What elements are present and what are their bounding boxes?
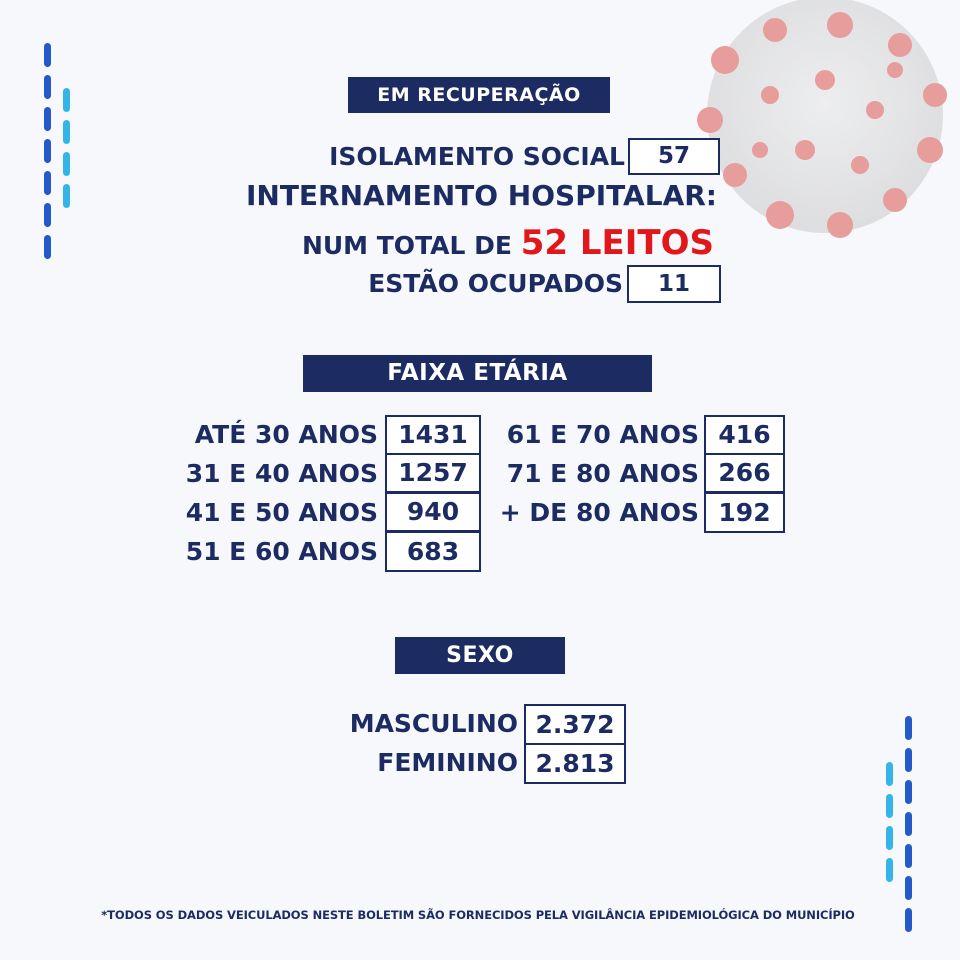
isolation-label: ISOLAMENTO SOCIAL (329, 142, 625, 171)
occupied-value: 11 (627, 265, 721, 303)
age-label-61-70: 61 E 70 ANOS (506, 420, 699, 449)
age-value-41-50: 940 (385, 492, 481, 532)
age-value-61-70: 416 (704, 415, 785, 455)
occupied-label: ESTÃO OCUPADOS (368, 269, 623, 298)
male-value: 2.372 (524, 704, 626, 745)
female-label: FEMININO (377, 748, 518, 777)
age-value-51-60: 683 (385, 531, 481, 572)
sex-header: SEXO (395, 637, 565, 674)
recovery-header: EM RECUPERAÇÃO (348, 77, 610, 113)
total-prefix: NUM TOTAL DE (301, 231, 512, 260)
footer-disclaimer: *TODOS OS DADOS VEICULADOS NESTE BOLETIM SÃO FORNECIDOS PELA VIGILÂNCIA EPIDEMIOLÓGICA DO MUNICÍPIO (101, 908, 855, 922)
age-label-41-50: 41 E 50 ANOS (185, 498, 378, 527)
isolation-value: 57 (628, 138, 720, 175)
age-label-ate-30: ATÉ 30 ANOS (194, 420, 378, 449)
age-label-31-40: 31 E 40 ANOS (185, 459, 378, 488)
age-value-ate-30: 1431 (385, 415, 481, 455)
age-label-71-80: 71 E 80 ANOS (506, 459, 699, 488)
age-label-51-60: 51 E 60 ANOS (185, 537, 378, 566)
hospital-label: INTERNAMENTO HOSPITALAR: (245, 179, 717, 212)
age-value-80-plus: 192 (704, 492, 785, 533)
total-beds-line (302, 221, 714, 268)
female-value: 2.813 (524, 743, 626, 784)
total-beds: 52 LEITOS (520, 223, 714, 263)
age-value-71-80: 266 (704, 453, 785, 493)
male-label: MASCULINO (349, 709, 518, 738)
age-label-80-plus: + DE 80 ANOS (499, 498, 699, 527)
age-header: FAIXA ETÁRIA (303, 355, 652, 392)
age-value-31-40: 1257 (385, 453, 481, 493)
